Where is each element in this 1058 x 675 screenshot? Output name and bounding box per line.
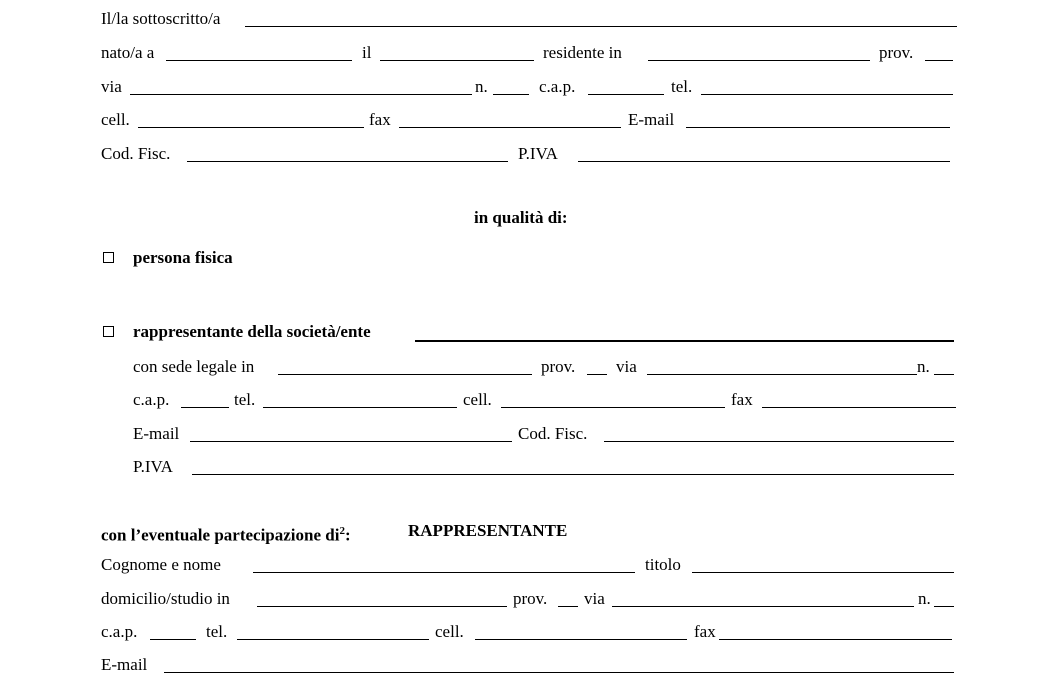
applicant-mobile-label: cell. <box>101 110 130 129</box>
participation-heading <box>101 521 351 546</box>
birthplace-field[interactable] <box>166 46 352 61</box>
company-number-label: n. <box>917 357 930 376</box>
participation-colon: : <box>344 525 351 545</box>
company-fax-field[interactable] <box>762 393 956 408</box>
company-seat-field[interactable] <box>278 360 532 375</box>
applicant-fax-field[interactable] <box>399 113 621 128</box>
residence-label: residente in <box>543 43 622 62</box>
company-seat-label: con sede legale in <box>133 357 255 376</box>
company-mobile-label: cell. <box>463 390 492 409</box>
rep-tel-field[interactable] <box>237 625 429 640</box>
rep-street-field[interactable] <box>612 592 914 607</box>
applicant-taxcode-field[interactable] <box>187 147 508 162</box>
applicant-name-field[interactable] <box>245 12 957 27</box>
rep-title-label: titolo <box>645 555 681 574</box>
birthdate-field[interactable] <box>380 46 534 61</box>
natural-person-label: persona fisica <box>133 248 233 267</box>
rep-zip-field[interactable] <box>150 625 196 640</box>
applicant-taxcode-label: Cod. Fisc. <box>101 144 171 163</box>
rep-mobile-label: cell. <box>435 622 464 641</box>
birthdate-label: il <box>362 43 372 62</box>
applicant-street-field[interactable] <box>130 80 472 95</box>
representative-heading: RAPPRESENTANTE <box>408 521 568 540</box>
footnote-marker: 2 <box>339 525 345 537</box>
applicant-street-label: via <box>101 77 122 96</box>
applicant-zip-field[interactable] <box>588 80 664 95</box>
company-rep-label: rappresentante della società/ente <box>133 322 371 341</box>
participation-label: con l’eventuale partecipazione di <box>101 525 340 545</box>
rep-email-field[interactable] <box>164 658 954 673</box>
company-street-field[interactable] <box>647 360 917 375</box>
company-mobile-field[interactable] <box>501 393 725 408</box>
role-heading: in qualità di: <box>474 208 568 227</box>
rep-prov-label: prov. <box>513 589 548 608</box>
rep-number-field[interactable] <box>934 592 954 607</box>
birthplace-label: nato/a a <box>101 43 155 62</box>
rep-mobile-field[interactable] <box>475 625 687 640</box>
applicant-tel-field[interactable] <box>701 80 953 95</box>
company-email-label: E-mail <box>133 424 180 443</box>
rep-email-label: E-mail <box>101 655 148 674</box>
applicant-prov-label: prov. <box>879 43 914 62</box>
applicant-vat-field[interactable] <box>578 147 950 162</box>
company-vat-field[interactable] <box>192 460 954 475</box>
company-prov-label: prov. <box>541 357 576 376</box>
applicant-number-label: n. <box>475 77 488 96</box>
company-tel-field[interactable] <box>263 393 457 408</box>
rep-fax-field[interactable] <box>719 625 952 640</box>
applicant-zip-label: c.a.p. <box>539 77 576 96</box>
rep-name-field[interactable] <box>253 558 635 573</box>
company-taxcode-label: Cod. Fisc. <box>518 424 588 443</box>
rep-title-field[interactable] <box>692 558 954 573</box>
company-fax-label: fax <box>731 390 753 409</box>
rep-domicile-field[interactable] <box>257 592 507 607</box>
applicant-tel-label: tel. <box>671 77 693 96</box>
applicant-fax-label: fax <box>369 110 391 129</box>
company-rep-checkbox[interactable] <box>103 326 114 337</box>
rep-prov-field[interactable] <box>558 592 578 607</box>
rep-number-label: n. <box>918 589 931 608</box>
rep-tel-label: tel. <box>206 622 228 641</box>
company-email-field[interactable] <box>190 427 512 442</box>
company-vat-label: P.IVA <box>133 457 173 476</box>
applicant-name-label: Il/la sottoscritto/a <box>101 9 221 28</box>
applicant-vat-label: P.IVA <box>518 144 558 163</box>
rep-zip-label: c.a.p. <box>101 622 138 641</box>
residence-field[interactable] <box>648 46 870 61</box>
company-taxcode-field[interactable] <box>604 427 954 442</box>
company-number-field[interactable] <box>934 360 954 375</box>
company-prov-field[interactable] <box>587 360 607 375</box>
company-street-label: via <box>616 357 637 376</box>
natural-person-checkbox[interactable] <box>103 252 114 263</box>
company-zip-field[interactable] <box>181 393 229 408</box>
applicant-mobile-field[interactable] <box>138 113 364 128</box>
company-zip-label: c.a.p. <box>133 390 170 409</box>
applicant-email-field[interactable] <box>686 113 950 128</box>
rep-domicile-label: domicilio/studio in <box>101 589 230 608</box>
applicant-prov-field[interactable] <box>925 46 953 61</box>
company-tel-label: tel. <box>234 390 256 409</box>
applicant-number-field[interactable] <box>493 80 529 95</box>
company-name-field[interactable] <box>415 326 954 342</box>
applicant-email-label: E-mail <box>628 110 675 129</box>
rep-street-label: via <box>584 589 605 608</box>
rep-name-label: Cognome e nome <box>101 555 221 574</box>
rep-fax-label: fax <box>694 622 716 641</box>
